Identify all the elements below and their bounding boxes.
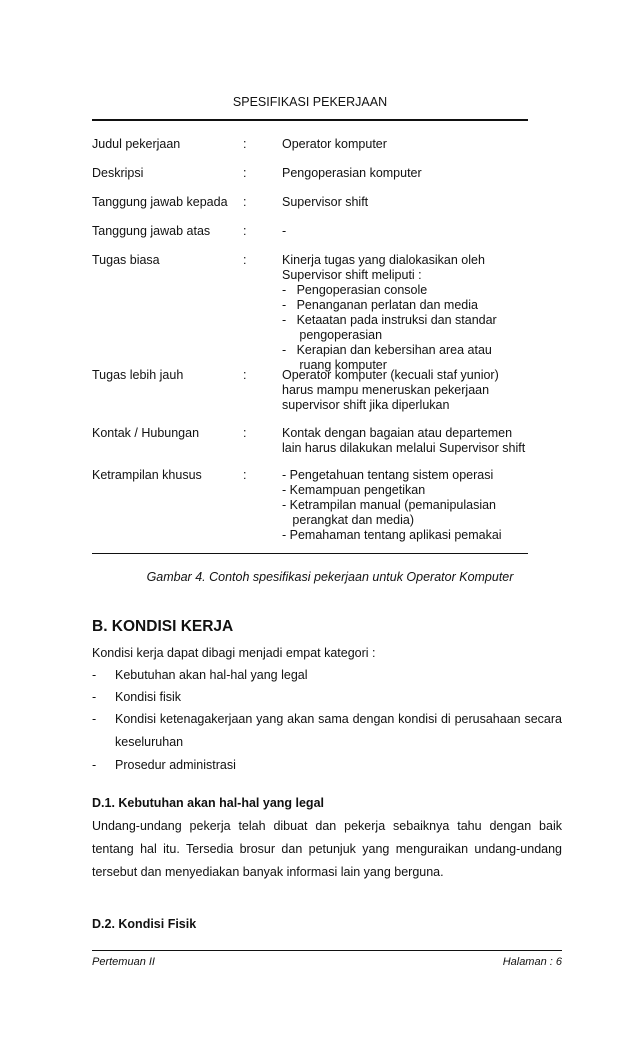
spec-label: Judul pekerjaan bbox=[92, 137, 181, 151]
list-item-text: Prosedur administrasi bbox=[115, 758, 236, 772]
spec-value bbox=[282, 253, 532, 373]
section-intro: Kondisi kerja dapat dibagi menjadi empat kategori : bbox=[92, 646, 376, 660]
spec-label: Kontak / Hubungan bbox=[92, 426, 200, 440]
list-item bbox=[92, 754, 562, 776]
spec-value-bullet: - Kemampuan pengetikan bbox=[282, 483, 426, 497]
spec-value-line: - bbox=[282, 224, 287, 238]
spec-label: Tanggung jawab kepada bbox=[92, 195, 228, 209]
list-item bbox=[92, 708, 562, 754]
spec-colon: : bbox=[243, 224, 247, 238]
figure-caption: Gambar 4. Contoh spesifikasi pekerjaan untuk Operator Komputer bbox=[146, 570, 514, 584]
list-item-text: Kondisi ketenagakerjaan yang akan sama dengan kondisi di perusahaan secara keseluruhan bbox=[115, 712, 562, 749]
spec-value bbox=[282, 368, 532, 413]
d1-paragraph bbox=[92, 815, 562, 884]
footer-meeting: Pertemuan II bbox=[92, 956, 155, 968]
spec-value bbox=[282, 224, 532, 239]
spec-value-bullet: - Ketaatan pada instruksi dan standar bbox=[282, 313, 497, 327]
spec-value-bullet-cont: perangkat dan media) bbox=[282, 513, 415, 527]
footer-rule bbox=[92, 950, 562, 951]
spec-value bbox=[282, 166, 532, 181]
title-rule bbox=[92, 119, 528, 121]
spec-colon: : bbox=[243, 426, 247, 440]
spec-value bbox=[282, 137, 532, 152]
spec-value-line: supervisor shift jika diperlukan bbox=[282, 398, 450, 412]
list-dash: - bbox=[92, 758, 97, 772]
spec-title: SPESIFIKASI PEKERJAAN bbox=[232, 95, 388, 109]
spec-value bbox=[282, 426, 532, 456]
spec-colon: : bbox=[243, 166, 247, 180]
spec-label: Deskripsi bbox=[92, 166, 144, 180]
list-dash: - bbox=[92, 712, 97, 726]
spec-colon: : bbox=[243, 368, 247, 382]
spec-value-line: harus mampu meneruskan pekerjaan bbox=[282, 383, 490, 397]
subsection-heading-d2: D.2. Kondisi Fisik bbox=[92, 917, 197, 931]
spec-value-line: Kontak dengan bagaian atau departemen bbox=[282, 426, 513, 440]
spec-label: Tugas biasa bbox=[92, 253, 160, 267]
spec-colon: : bbox=[243, 253, 247, 267]
spec-value bbox=[282, 195, 532, 210]
spec-label: Tugas lebih jauh bbox=[92, 368, 184, 382]
list-dash: - bbox=[92, 690, 97, 704]
list-item bbox=[92, 686, 562, 708]
spec-value-bullet: - Pemahaman tentang aplikasi pemakai bbox=[282, 528, 502, 542]
list-item bbox=[92, 664, 562, 686]
footer-page-number: Halaman : 6 bbox=[502, 956, 562, 968]
spec-value-bullet: - Pengetahuan tentang sistem operasi bbox=[282, 468, 494, 482]
paragraph-line: Undang-undang pekerja telah dibuat dan pekerja sebaiknya tahu dengan baik bbox=[92, 819, 562, 833]
spec-colon: : bbox=[243, 195, 247, 209]
spec-value-line: Supervisor shift meliputi : bbox=[282, 268, 422, 282]
list-item-text: Kondisi fisik bbox=[115, 690, 181, 704]
spec-value-line: Kinerja tugas yang dialokasikan oleh bbox=[282, 253, 485, 267]
spec-colon: : bbox=[243, 137, 247, 151]
paragraph-line: tersebut dan menyediakan banyak informasi lain yang berguna. bbox=[92, 865, 444, 879]
list-item-text: Kebutuhan akan hal-hal yang legal bbox=[115, 668, 308, 682]
spec-label: Tanggung jawab atas bbox=[92, 224, 211, 238]
spec-value-line: Supervisor shift bbox=[282, 195, 369, 209]
condition-list bbox=[92, 664, 562, 776]
spec-value-bullet-cont: pengoperasian bbox=[282, 328, 383, 342]
spec-value-line: Pengoperasian komputer bbox=[282, 166, 422, 180]
spec-value-bullet: - Pengoperasian console bbox=[282, 283, 428, 297]
subsection-heading-d1: D.1. Kebutuhan akan hal-hal yang legal bbox=[92, 796, 324, 810]
spec-value-bullet: - Ketrampilan manual (pemanipulasian bbox=[282, 498, 497, 512]
list-dash: - bbox=[92, 668, 97, 682]
spec-value-line: Operator komputer bbox=[282, 137, 387, 151]
spec-value-bullet: - Kerapian dan kebersihan area atau bbox=[282, 343, 492, 357]
section-heading: B. KONDISI KERJA bbox=[92, 618, 234, 635]
spec-label: Ketrampilan khusus bbox=[92, 468, 202, 482]
spec-value-bullet: - Penanganan perlatan dan media bbox=[282, 298, 478, 312]
spec-value bbox=[282, 468, 532, 543]
spec-value-line: lain harus dilakukan melalui Supervisor shift bbox=[282, 441, 526, 455]
spec-bottom-rule bbox=[92, 553, 528, 554]
paragraph-line: tentang hal itu. Tersedia brosur dan petunjuk yang menguraikan undang-undang bbox=[92, 842, 562, 856]
spec-colon: : bbox=[243, 468, 247, 482]
spec-value-bullet-cont: ruang komputer bbox=[282, 358, 387, 372]
spec-value-line: Operator komputer (kecuali staf yunior) bbox=[282, 368, 499, 382]
